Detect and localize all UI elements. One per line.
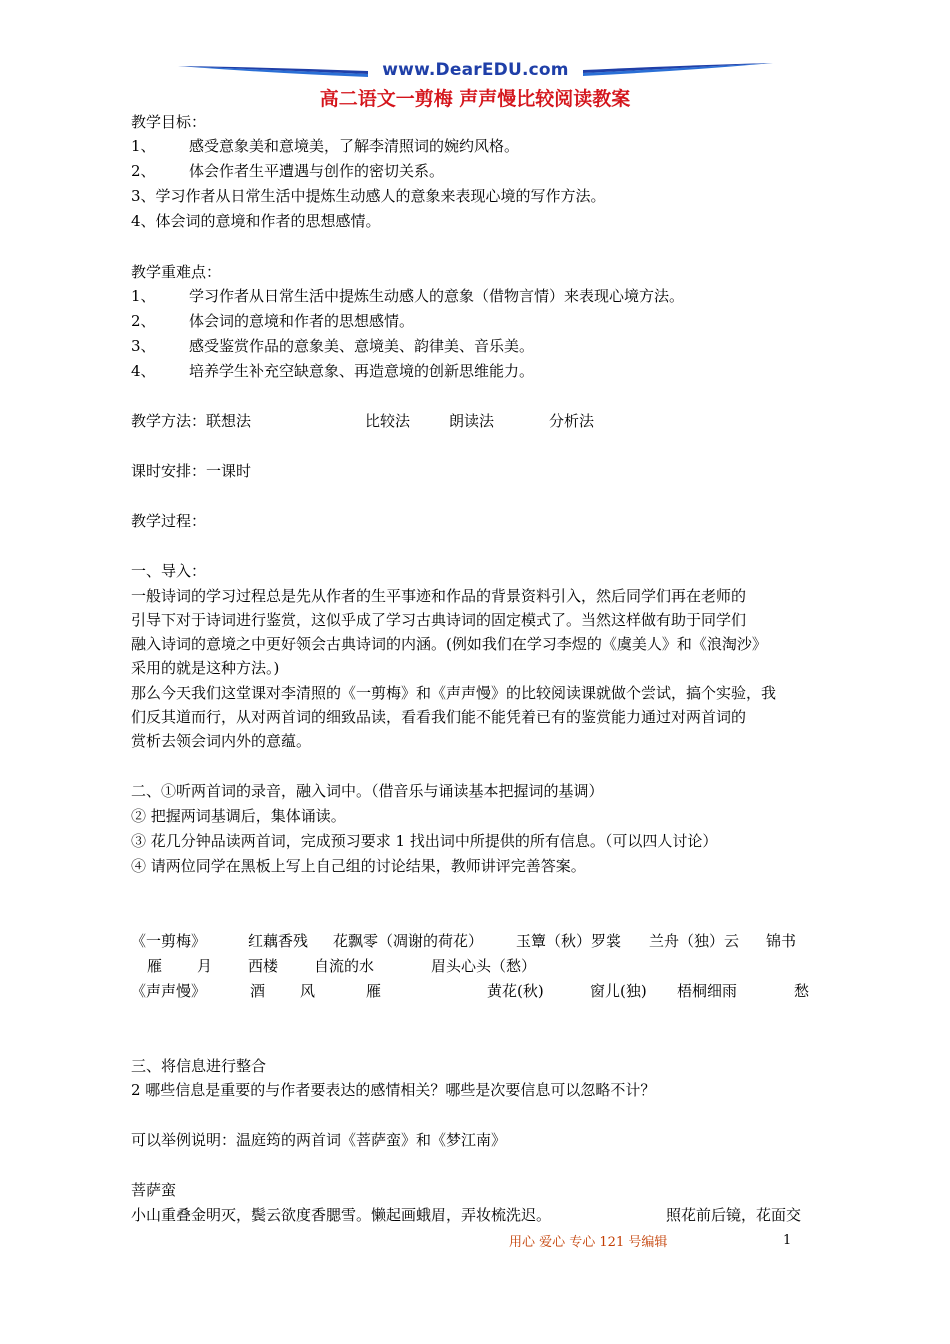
page-title: 高二语文一剪梅 声声慢比较阅读教案 [319, 88, 631, 110]
section2-line: ③ 花几分钟品读两首词，完成预习要求 1 找出词中所提供的所有信息。（可以四人讨论） [131, 832, 718, 850]
image-item: 锦书 [766, 932, 797, 950]
image-item: 黄花(秋) [487, 982, 544, 1000]
poem-name: 《一剪梅》 [131, 932, 207, 950]
paragraph-line: 引导下对于诗词进行鉴赏，这似乎成了学习古典诗词的固定模式了。当然这样做有助于同学们 [131, 611, 747, 629]
keypoint-num: 4、 [131, 362, 156, 380]
image-item: 雁 [147, 957, 163, 975]
page-number: 1 [783, 1233, 792, 1248]
site-logo [178, 54, 773, 84]
poem-title: 菩萨蛮 [131, 1181, 177, 1199]
poem-line: 照花前后镜，花面交 [666, 1206, 802, 1224]
image-item: 窗儿(独) [590, 982, 647, 1000]
methods-label: 教学方法：联想法 [131, 412, 252, 430]
poem-name: 《声声慢》 [131, 982, 207, 1000]
goal-text: 体会作者生平遭遇与创作的密切关系。 [189, 162, 445, 180]
footer-text: 用心 爱心 专心 121 号编辑 [509, 1235, 668, 1250]
keypoint-text: 体会词的意境和作者的思想感情。 [189, 312, 415, 330]
section2-line: 二、①听两首词的录音，融入词中。（借音乐与诵读基本把握词的基调） [131, 782, 604, 800]
image-item: 酒 [250, 982, 266, 1000]
keypoint-num: 1、 [131, 287, 156, 305]
paragraph-line: 赏析去领会词内外的意蕴。 [131, 732, 312, 750]
section2-line: ② 把握两词基调后，集体诵读。 [131, 807, 346, 825]
paragraph-line: 采用的就是这种方法。) [131, 659, 280, 677]
goal-num: 1、 [131, 137, 156, 155]
keypoint-text: 感受鉴赏作品的意象美、意境美、韵律美、音乐美。 [189, 337, 535, 355]
goal-num: 2、 [131, 162, 156, 180]
poem-line: 小山重叠金明灭，鬓云欲度香腮雪。懒起画蛾眉，弄妆梳洗迟。 [131, 1206, 552, 1224]
keypoint-num: 3、 [131, 337, 156, 355]
image-item: 玉簟（秋）罗裳 [516, 932, 622, 950]
goal-text: 感受意象美和意境美，了解李清照词的婉约风格。 [189, 137, 520, 155]
section3-question: 2 哪些信息是重要的与作者要表达的感情相关？哪些是次要信息可以忽略不计？ [131, 1081, 656, 1099]
process-heading: 教学过程： [131, 512, 207, 530]
section3-heading: 三、将信息进行整合 [131, 1057, 267, 1075]
image-item: 红藕香残 [248, 932, 309, 950]
paragraph-line: 那么今天我们这堂课对李清照的《一剪梅》和《声声慢》的比较阅读课就做个尝试，搞个实验，我 [131, 684, 777, 702]
paragraph-line: 融入诗词的意境之中更好领会古典诗词的内涵。(例如我们在学习李煜的《虞美人》和《浪淘沙》 [131, 635, 767, 653]
keypoint-num: 2、 [131, 312, 156, 330]
image-item: 雁 [366, 982, 382, 1000]
goals-heading: 教学目标： [131, 113, 207, 131]
image-item: 兰舟（独）云 [649, 932, 740, 950]
section1-heading: 一、导入： [131, 562, 207, 580]
site-url[interactable]: www.DearEDU.com [382, 60, 569, 80]
method-item: 朗读法 [449, 412, 495, 430]
paragraph-line: 们反其道而行，从对两首词的细致品读，看看我们能不能凭着已有的鉴赏能力通过对两首词的 [131, 708, 747, 726]
paragraph-line: 一般诗词的学习过程总是先从作者的生平事迹和作品的背景资料引入，然后同学们再在老师的 [131, 587, 747, 605]
section3-example: 可以举例说明：温庭筠的两首词《菩萨蛮》和《梦江南》 [131, 1131, 507, 1149]
goal-item: 3、学习作者从日常生活中提炼生动感人的意象来表现心境的写作方法。 [131, 187, 606, 205]
section2-line: ④ 请两位同学在黑板上写上自己组的讨论结果，教师讲评完善答案。 [131, 857, 586, 875]
image-item: 风 [300, 982, 316, 1000]
image-item: 梧桐细雨 [677, 982, 738, 1000]
method-item: 分析法 [549, 412, 595, 430]
keypoint-text: 培养学生补充空缺意象、再造意境的创新思维能力。 [189, 362, 535, 380]
keypoints-heading: 教学重难点： [131, 263, 222, 281]
image-item: 月 [197, 957, 213, 975]
image-item: 自流的水 [314, 957, 375, 975]
schedule: 课时安排：一课时 [131, 462, 252, 480]
keypoint-text: 学习作者从日常生活中提炼生动感人的意象（借物言情）来表现心境方法。 [189, 287, 685, 305]
image-item: 眉头心头（愁） [431, 957, 537, 975]
image-item: 花飘零（凋谢的荷花） [333, 932, 484, 950]
method-item: 比较法 [365, 412, 411, 430]
goal-item: 4、体会词的意境和作者的思想感情。 [131, 212, 381, 230]
image-item: 愁 [794, 982, 810, 1000]
image-item: 西楼 [248, 957, 279, 975]
